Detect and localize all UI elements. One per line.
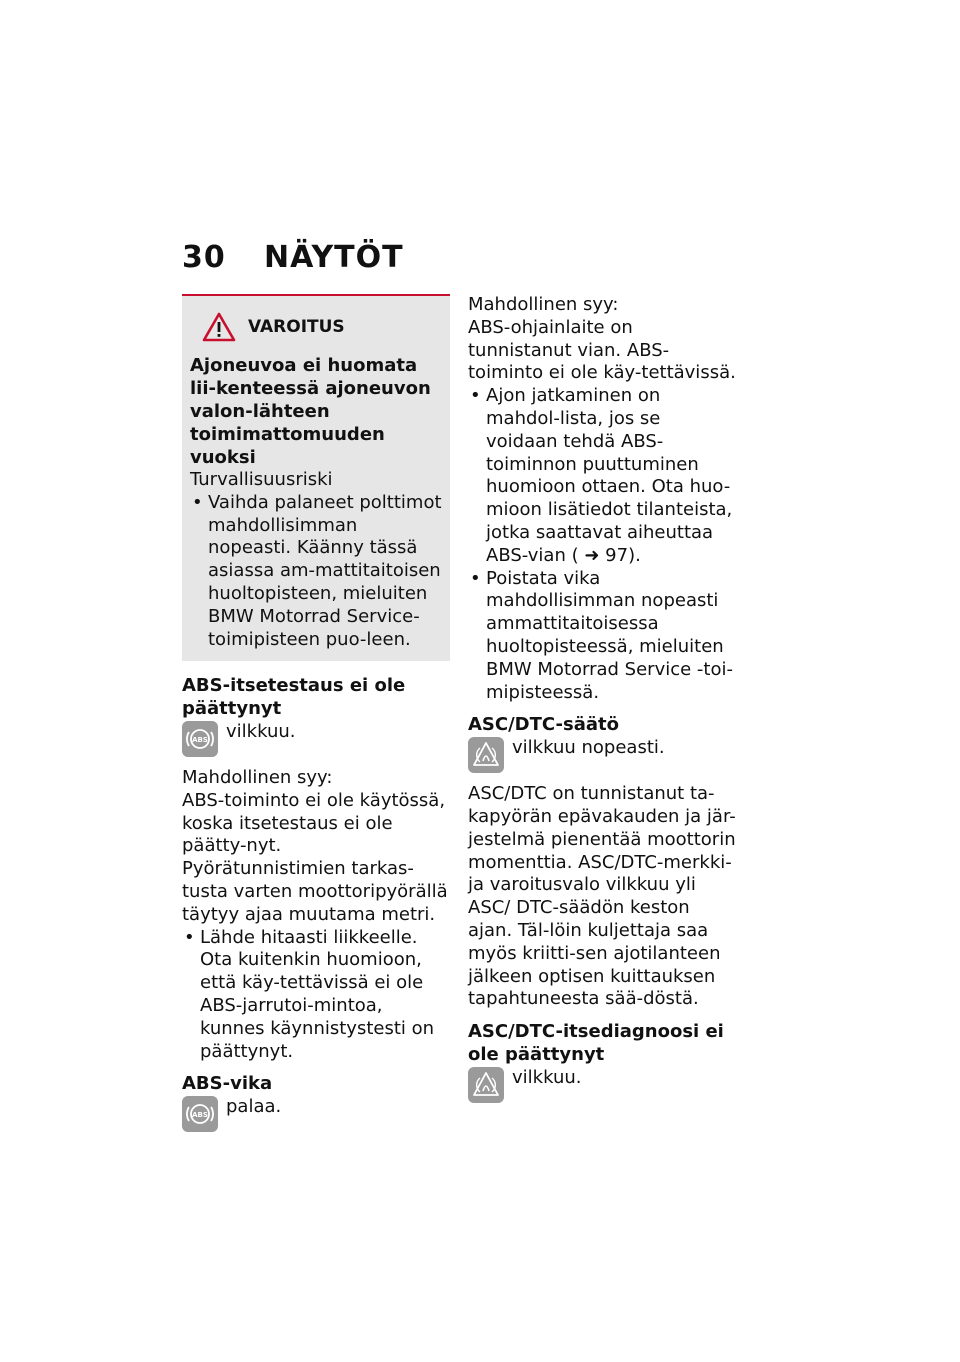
asc-dtc-icon — [468, 1067, 504, 1103]
abs-fault-bullet-1-end: ). — [628, 544, 641, 566]
warning-header — [190, 312, 442, 342]
svg-text:ABS: ABS — [192, 1111, 208, 1120]
abs-fault-indicator — [182, 1096, 450, 1132]
warning-label: VAROITUS — [248, 316, 345, 337]
page-number: 30 — [182, 240, 226, 275]
warning-subtitle: Turvallisuusriski — [190, 469, 333, 490]
warning-bullet: • Vaihda palaneet polttimot mahdollisimman nopeasti. Käänny tässä asiassa am-mattitaitoisen huoltopisteen, mieluiten BMW Motorrad Service-toimipisteen puo-leen. — [190, 492, 442, 652]
left-column — [182, 294, 450, 1132]
asc-control-state: vilkkuu nopeasti. — [512, 737, 665, 759]
abs-fault-heading: ABS-vika — [182, 1073, 273, 1095]
abs-selftest-cause-label: Mahdollinen syy: — [182, 766, 333, 788]
warning-title: Ajoneuvoa ei huomata lii-kenteessä ajoneuvon valon-lähteen toimimattomuuden vuoksi — [190, 355, 431, 468]
abs-fault-bullet-2: • Poistata vika mahdollisimman nopeasti ammattitaitoisessa huoltopisteessä, mieluiten BMW Motorrad Service -toi-mipisteessä. — [468, 568, 736, 705]
warning-triangle-icon — [202, 312, 236, 342]
abs-fault-cause-text: ABS-ohjainlaite on tunnistanut vian. ABS-toiminto ei ole käy-tettävissä. — [468, 316, 736, 384]
asc-control-indicator — [468, 737, 736, 773]
abs-icon — [182, 1096, 218, 1132]
abs-fault-bullet-1 — [468, 385, 736, 567]
abs-selftest-heading: ABS-itsetestaus ei ole päättynyt — [182, 675, 406, 720]
warning-box — [182, 294, 450, 661]
page-reference-link[interactable]: 97 — [605, 544, 629, 566]
asc-control-text: ASC/DTC on tunnistanut ta-kapyörän epävakauden ja jär-jestelmä pienentää moottorin momenttia. ASC/DTC-merkki-ja varoitusvalo vilkkuu yli ASC/ DTC-säädön keston ajan. Täl-löin kuljettaja saa myös kriitti-sen ajotilanteen jälkeen optisen kuittauksen tapahtuneesta sää-döstä. — [468, 783, 736, 1010]
asc-control-heading: ASC/DTC-säätö — [468, 714, 619, 736]
abs-icon — [182, 721, 218, 757]
abs-fault-state: palaa. — [226, 1096, 282, 1118]
svg-text:ABS: ABS — [192, 735, 208, 744]
reference-arrow-icon: ➜ — [578, 544, 606, 566]
asc-selfdiag-indicator — [468, 1067, 736, 1103]
abs-selftest-indicator — [182, 721, 450, 757]
page-title: NÄYTÖT — [264, 240, 404, 275]
asc-dtc-icon — [468, 737, 504, 773]
abs-fault-cause-label: Mahdollinen syy: — [468, 294, 619, 315]
asc-selfdiag-state: vilkkuu. — [512, 1066, 582, 1088]
right-column — [468, 294, 736, 1103]
abs-selftest-state: vilkkuu. — [226, 720, 296, 742]
asc-selfdiag-heading: ASC/DTC-itsediagnoosi ei ole päättynyt — [468, 1021, 724, 1065]
abs-selftest-bullet: • Lähde hitaasti liikkeelle. Ota kuitenkin huomioon, että käy-tettävissä ei ole ABS-jarrutoi-mintoa, kunnes käynnistystesti on päättynyt. — [182, 927, 450, 1064]
abs-selftest-cause-text: ABS-toiminto ei ole käytössä, koska itsetestaus ei ole päätty-nyt. Pyörätunnistimien tarkas-tusta varten moottoripyörällä täytyy ajaa muutama metri. — [182, 789, 448, 925]
abs-fault-bullet-1-text: Ajon jatkaminen on mahdol-lista, jos se voidaan tehdä ABS-toiminnon puuttuminen huomioon ottaen. Ota huo-mioon lisätiedot tilanteista, jotka saattavat aiheuttaa ABS-vian ( — [486, 385, 733, 566]
